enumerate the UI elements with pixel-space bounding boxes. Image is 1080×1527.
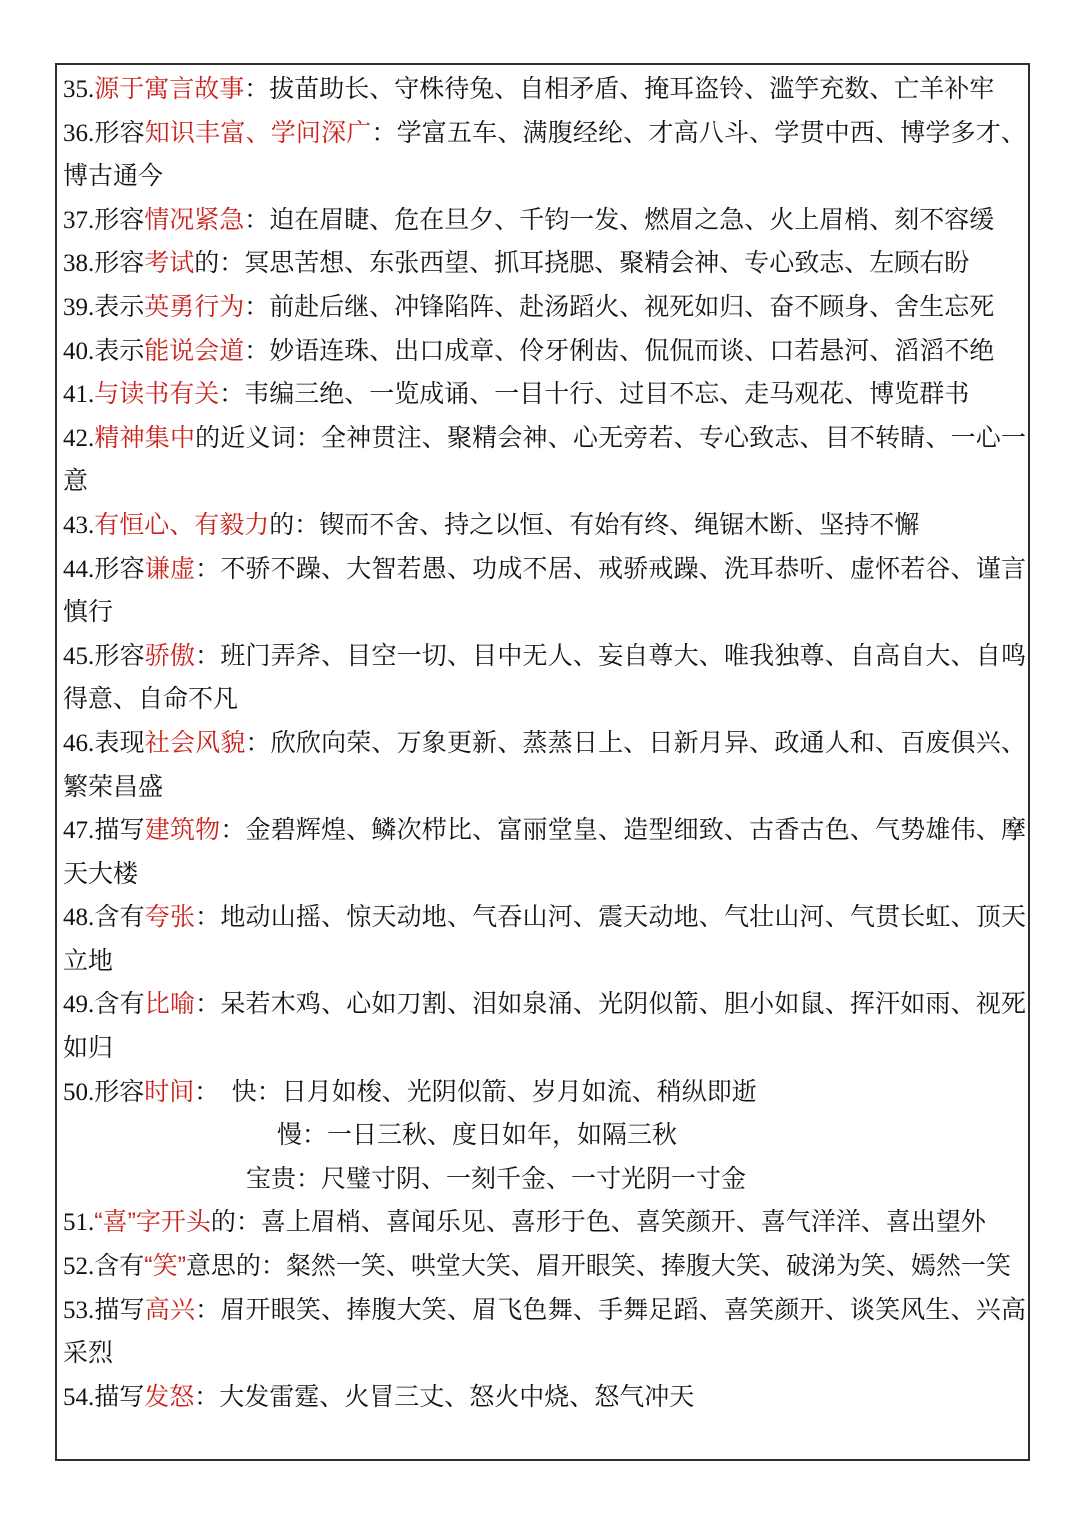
entry-text: 形容: [94, 1077, 145, 1106]
category-highlight: 骄傲: [144, 641, 196, 670]
idiom-entry: [63, 1201, 1026, 1245]
entry-number: 41.: [63, 381, 95, 409]
idiom-entry: [63, 112, 1026, 199]
entry-number: 54.: [63, 1383, 95, 1411]
entry-text: 含有: [94, 1252, 145, 1281]
entry-text: ：欣欣向荣、万象更新、蒸蒸日上、日新月异、政通人和、百废俱兴、繁荣昌盛: [63, 728, 1026, 801]
idiom-entry: [63, 1071, 1026, 1115]
entry-number: 37.: [63, 206, 95, 234]
entry-text: 的：冥思苦想、东张西望、抓耳挠腮、聚精会神、专心致志、左顾右盼: [194, 249, 970, 278]
entry-text: ：班门弄斧、目空一切、目中无人、妄自尊大、唯我独尊、自高自大、自鸣得意、自命不凡: [63, 641, 1026, 714]
entry-text: 宝贵：尺璧寸阴、一刻千金、一寸光阴一寸金: [246, 1164, 747, 1193]
entry-text: 的：喜上眉梢、喜闻乐见、喜形于色、喜笑颜开、喜气洋洋、喜出望外: [210, 1208, 986, 1237]
entry-text: ：拔苗助长、守株待兔、自相矛盾、掩耳盗铃、滥竽充数、亡羊补牢: [244, 75, 995, 103]
category-highlight: 时间: [144, 1077, 195, 1106]
entry-text: 含有: [94, 990, 145, 1019]
entry-text: ：大发雷霆、火冒三丈、怒火中烧、怒气冲天: [194, 1382, 695, 1411]
idiom-entry: [63, 242, 1026, 286]
idiom-entry: [63, 1114, 1026, 1158]
entry-text: ：学富五车、满腹经纶、才高八斗、学贯中西、博学多才、博古通今: [63, 118, 1026, 191]
category-highlight: 与读书有关: [94, 380, 220, 409]
idiom-entry: [63, 722, 1026, 809]
entry-text: 的：锲而不舍、持之以恒、有始有终、绳锯木断、坚持不懈: [269, 510, 920, 539]
category-highlight: 源于寓言故事: [94, 75, 245, 103]
entry-number: 39.: [63, 293, 95, 321]
entry-text: 慢：一日三秋、度日如年，如隔三秋: [277, 1121, 678, 1150]
category-highlight: 高兴: [144, 1295, 196, 1324]
entry-text: 表示: [94, 336, 145, 365]
entry-number: 50.: [63, 1078, 95, 1106]
category-highlight: 谦虚: [144, 554, 196, 583]
category-highlight: 考试: [144, 249, 195, 278]
entry-text: ： 快：日月如梭、光阴似箭、岁月如流、稍纵即逝: [194, 1077, 757, 1106]
idiom-entry: [63, 1289, 1026, 1376]
category-highlight: 英勇行为: [144, 292, 245, 321]
entry-number: 53.: [63, 1296, 95, 1324]
entry-text: ：呆若木鸡、心如刀割、泪如泉涌、光阴似箭、胆小如鼠、挥汗如雨、视死如归: [63, 990, 1026, 1063]
idiom-entry: [63, 286, 1026, 330]
entry-text: ：韦编三绝、一览成诵、一目十行、过目不忘、走马观花、博览群书: [219, 380, 970, 409]
idiom-entry: [63, 68, 1026, 112]
idiom-entry: [63, 504, 1026, 548]
category-highlight: 社会风貌: [144, 728, 246, 757]
entry-text: 形容: [94, 205, 145, 234]
entry-text: 描写: [94, 816, 145, 845]
idiom-list: [57, 65, 1026, 1419]
category-highlight: 情况紧急: [144, 205, 245, 234]
entry-number: 44.: [63, 555, 95, 583]
entry-text: 表现: [94, 728, 145, 757]
entry-text: 含有: [94, 903, 145, 932]
category-highlight: 夸张: [144, 903, 196, 932]
idiom-entry: [63, 983, 1026, 1070]
idiom-entry: [63, 199, 1026, 243]
entry-number: 52.: [63, 1253, 95, 1281]
entry-text: ：前赴后继、冲锋陷阵、赴汤蹈火、视死如归、奋不顾身、舍生忘死: [244, 292, 995, 321]
idiom-entry: [63, 635, 1026, 722]
entry-number: 40.: [63, 337, 95, 365]
idiom-entry: [63, 896, 1026, 983]
entry-number: 42.: [63, 424, 95, 452]
entry-text: 形容: [94, 554, 145, 583]
entry-number: 48.: [63, 904, 95, 932]
entry-text: 的近义词：全神贯注、聚精会神、心无旁若、专心致志、目不转睛、一心一意: [63, 423, 1026, 496]
category-highlight: 建筑物: [144, 816, 221, 845]
entry-number: 38.: [63, 250, 95, 278]
idiom-entry: [63, 330, 1026, 374]
category-highlight: 知识丰富、学问深广: [144, 118, 372, 147]
entry-number: 43.: [63, 511, 95, 539]
entry-text: 形容: [94, 249, 145, 278]
category-highlight: 发怒: [144, 1382, 195, 1411]
category-highlight: 能说会道: [144, 336, 245, 365]
entry-number: 47.: [63, 817, 95, 845]
idiom-entry: [63, 1158, 1026, 1202]
entry-text: ：妙语连珠、出口成章、伶牙俐齿、侃侃而谈、口若悬河、滔滔不绝: [244, 336, 995, 365]
idiom-entry: [63, 417, 1026, 504]
idiom-entry: [63, 373, 1026, 417]
entry-number: 49.: [63, 991, 95, 1019]
entry-text: ：眉开眼笑、捧腹大笑、眉飞色舞、手舞足蹈、喜笑颜开、谈笑风生、兴高采烈: [63, 1295, 1026, 1368]
entry-number: 36.: [63, 119, 95, 147]
entry-text: 形容: [94, 118, 145, 147]
entry-number: 46.: [63, 729, 95, 757]
idiom-entry: [63, 1245, 1026, 1289]
entry-text: 形容: [94, 641, 145, 670]
idiom-entry: [63, 1376, 1026, 1420]
entry-text: ：不骄不躁、大智若愚、功成不居、戒骄戒躁、洗耳恭听、虚怀若谷、谨言慎行: [63, 554, 1026, 627]
page-border: [55, 63, 1030, 1461]
entry-text: ：金碧辉煌、鳞次栉比、富丽堂皇、造型细致、古香古色、气势雄伟、摩天大楼: [63, 816, 1026, 888]
entry-text: ：迫在眉睫、危在旦夕、千钧一发、燃眉之急、火上眉梢、刻不容缓: [244, 205, 995, 234]
category-highlight: 比喻: [144, 990, 196, 1019]
entry-text: 描写: [94, 1382, 145, 1411]
idiom-entry: [63, 548, 1026, 635]
category-highlight: “笑”: [144, 1252, 186, 1281]
idiom-entry: [63, 809, 1026, 896]
entry-text: 表示: [94, 292, 145, 321]
entry-text: 意思的：粲然一笑、哄堂大笑、眉开眼笑、捧腹大笑、破涕为笑、嫣然一笑: [185, 1252, 1011, 1281]
entry-number: 51.: [63, 1209, 95, 1237]
entry-text: ：地动山摇、惊天动地、气吞山河、震天动地、气壮山河、气贯长虹、顶天立地: [63, 903, 1026, 975]
entry-text: 描写: [94, 1295, 145, 1324]
category-highlight: “喜”字开头: [94, 1208, 211, 1237]
entry-number: 35.: [63, 76, 95, 103]
entry-number: 45.: [63, 642, 95, 670]
category-highlight: 有恒心、有毅力: [94, 510, 270, 539]
category-highlight: 精神集中: [94, 423, 196, 452]
